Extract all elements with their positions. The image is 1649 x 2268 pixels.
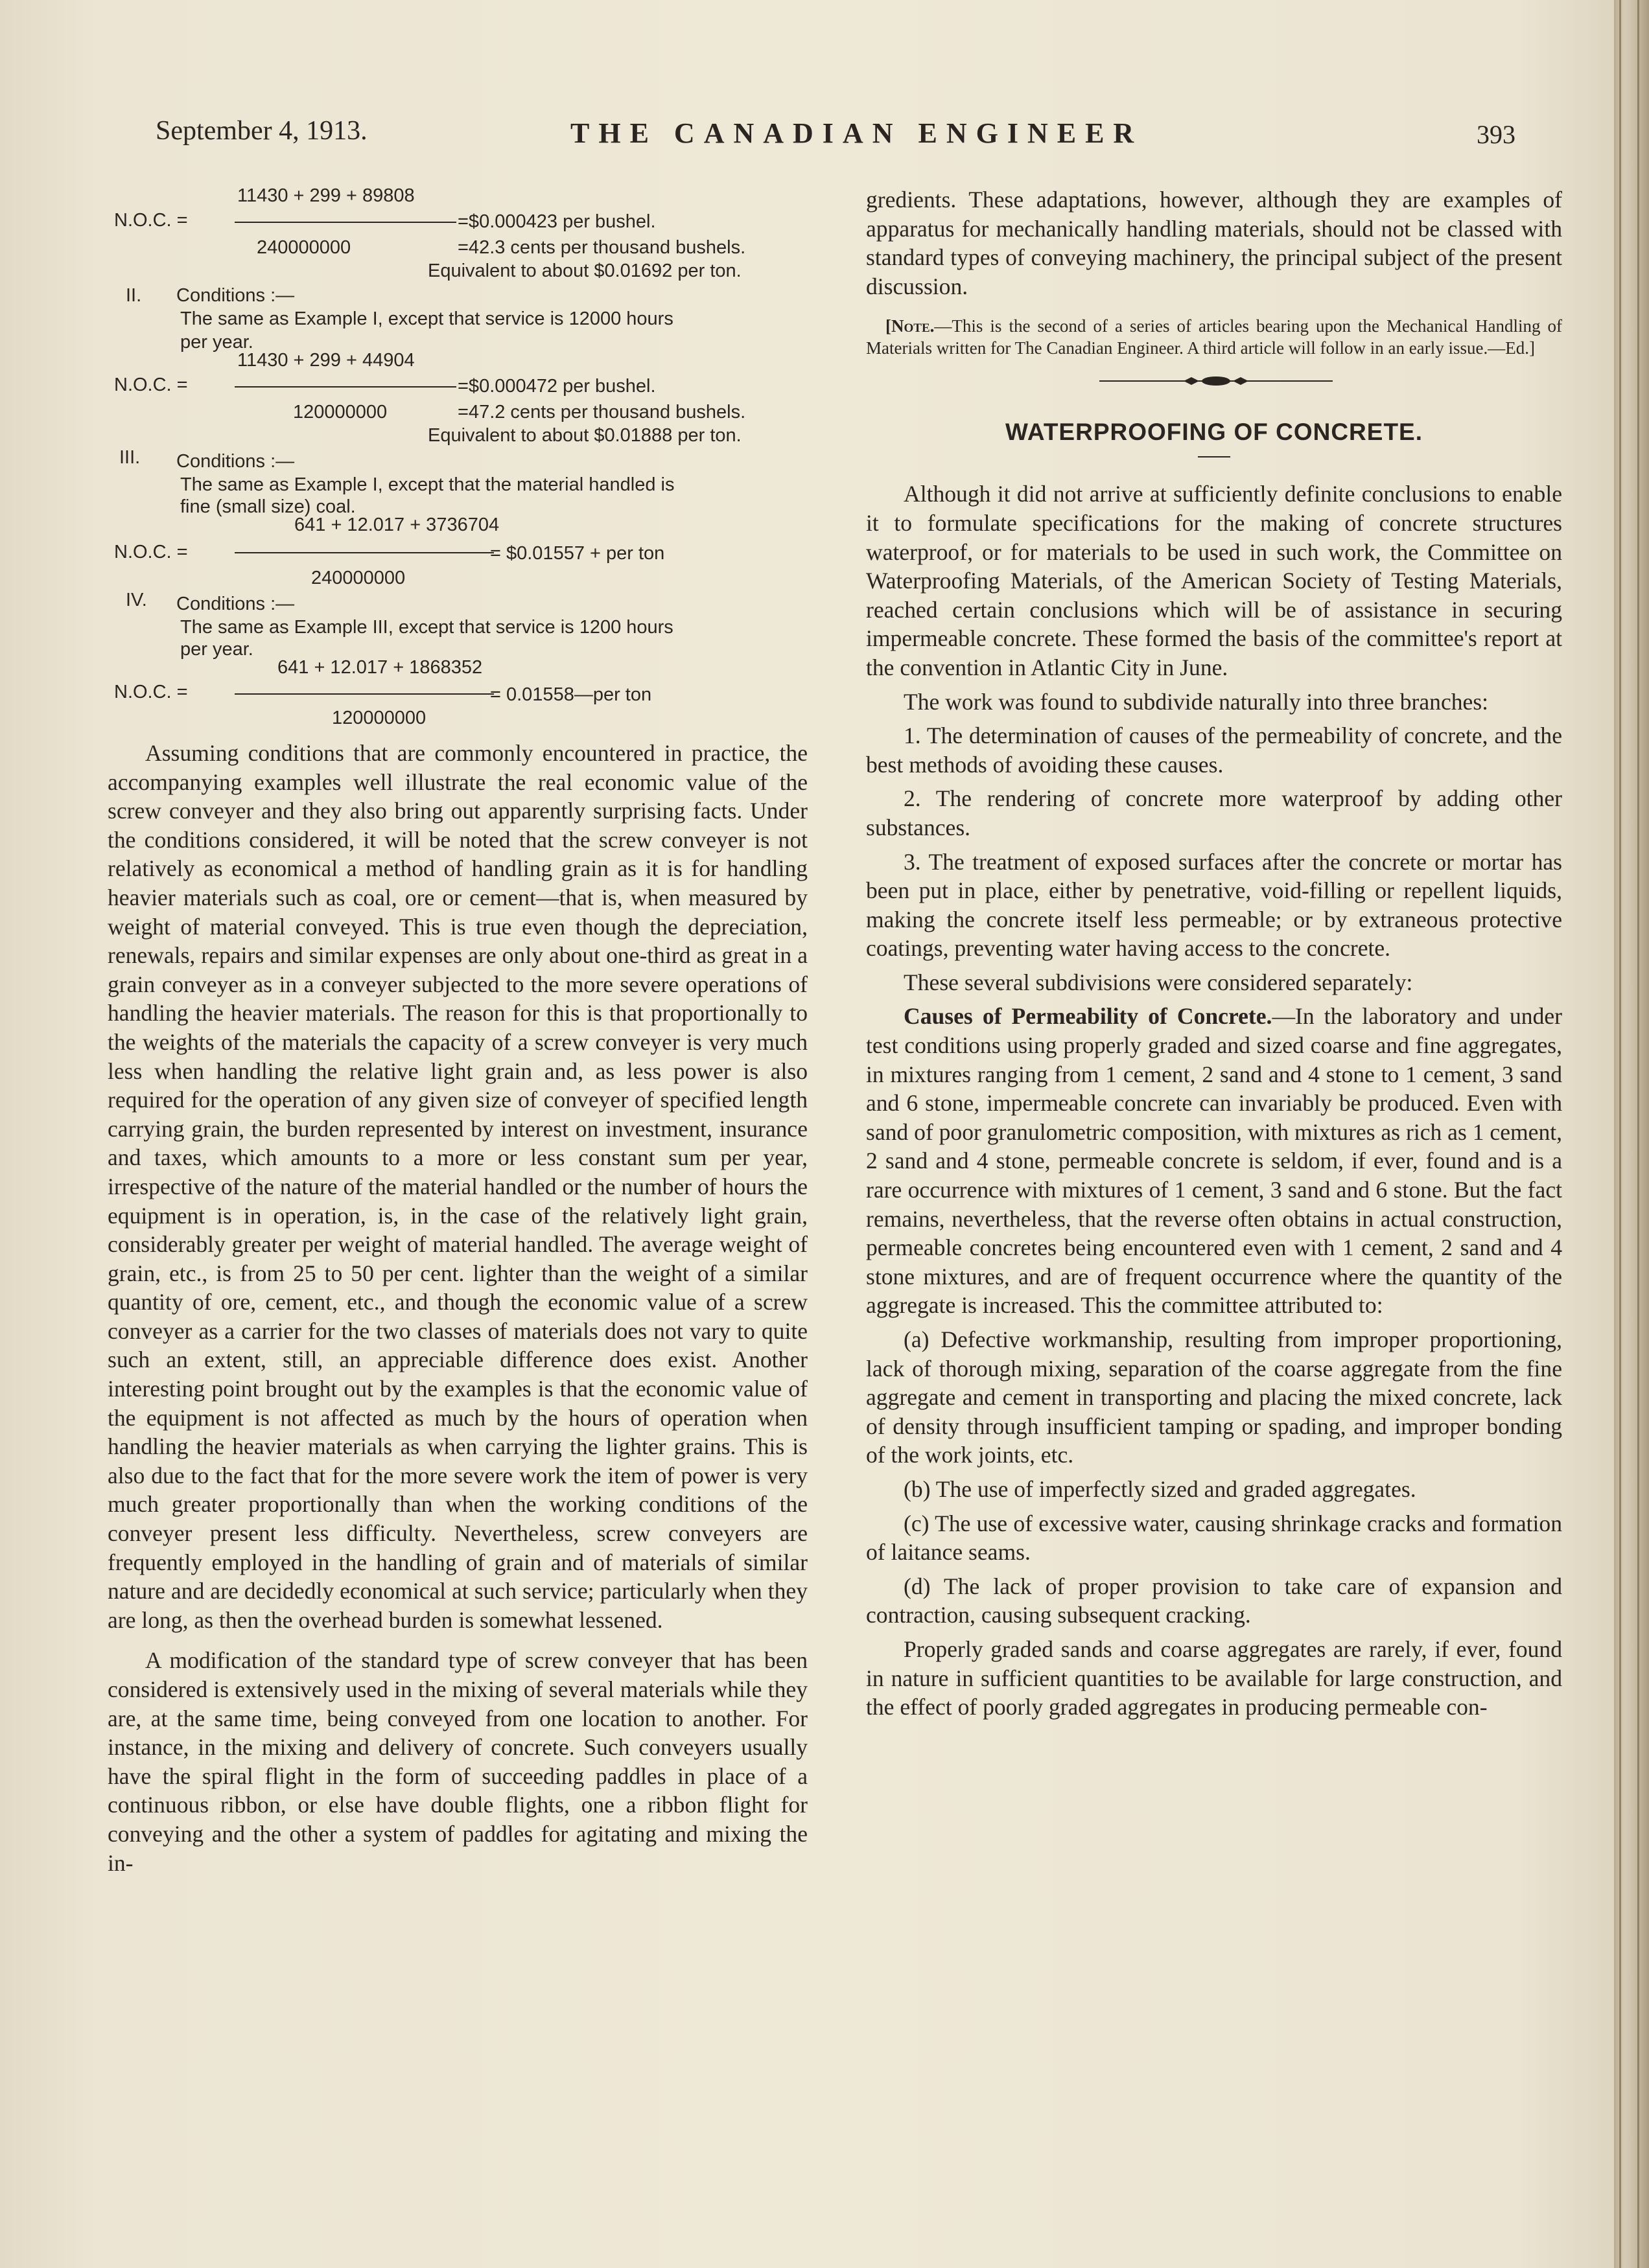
ex1-result-3: Equivalent to about $0.01692 per ton. [428,260,742,281]
ex1-numerator: 11430 + 299 + 89808 [237,185,415,206]
paragraph-branch-1: 1. The determination of causes of the permeability of concrete, and the best methods of avoiding these causes. [866,723,1562,778]
ex4-desc-2: per year. [180,639,253,660]
ex3-desc-1: The same as Example I, except that the material handled is [180,474,675,495]
item-b: (b) The use of imperfectly sized and graded aggregates. [904,1475,1416,1502]
ex3-conditions: Conditions :— [176,451,295,472]
paragraph-graded-aggregates: Properly graded sands and coarse aggregates are rarely, if ever, found in nature in sufficient quantities to be available for large construction, and the effect of poorly graded aggregates in producing permeable con- [866,1636,1562,1720]
ex2-result-3: Equivalent to about $0.01888 per ton. [428,425,742,446]
ex2-fraction-bar [235,386,456,388]
ex3-label: III. [119,447,141,468]
ex2-lhs: N.O.C. = [114,375,188,395]
causes-text: —In the laboratory and under test conditions using properly graded and sized coarse and fine aggregates, in mixtures ranging from 1 cement, 2 sand and 4 stone to 1 cement, 3 sand and 6 stone, impermeable concrete can invariably be produced. Even with sand of poor granulometric composition, with mixtures as rich as 1 cement, 2 sand and 4 stone, permeable concrete is seldom, if ever, found and is a rare occurrence with mixtures of 1 cement, 3 sand and 6 stone. But the fact remains, nevertheless, that the reverse often obtains in actual construction, permeable concretes being encountered even with 1 cement, 2 sand and 4 stone mixtures, and are of frequent occurrence where the quantity of the aggregate is increased. This the committee attributed to: [866,1003,1563,1319]
binding-edge [1614,0,1649,2268]
ex2-result-1: =$0.000472 per bushel. [458,376,656,397]
paragraph-causes [866,1002,1562,1320]
ex4-conditions: Conditions :— [176,594,295,614]
ex4-result-1: = 0.01558—per ton [490,684,652,705]
ex4-fraction-bar [235,693,494,695]
causes-runin-heading: Causes of Permeability of Concrete. [904,1003,1272,1030]
ex1-denominator: 240000000 [257,237,351,258]
ex1-fraction-bar [235,222,456,223]
ex3-fraction-bar [235,552,494,553]
section-heading: WATERPROOFING OF CONCRETE. [1005,419,1423,446]
header-page-number: 393 [1477,120,1515,149]
header-date: September 4, 1913. [156,116,368,146]
ex2-desc-2: per year. [180,332,253,353]
ex3-lhs: N.O.C. = [114,542,188,562]
ex2-desc-1: The same as Example I, except that service is 12000 hours [180,308,673,329]
header-journal-title: THE CANADIAN ENGINEER [570,117,1143,149]
editor-note [866,315,1562,359]
cost-equations [108,185,808,728]
ex4-desc-1: The same as Example III, except that service is 1200 hours [180,617,673,638]
paragraph-continuation: gredients. These adaptations, however, although they are examples of apparatus for mechanically handling materials, should not be classed with standard types of conveying machinery, the principal subject of the present discussion. [866,187,1562,299]
ex4-label: IV. [126,590,147,610]
ex2-conditions: Conditions :— [176,285,295,306]
editor-note-text: —This is the second of a series of articles bearing upon the Mechanical Handling of Materials written for The Canadian Engineer. A third article will follow in an early issue.—Ed.] [866,316,1562,358]
page-header [0,115,1614,161]
ex3-numerator: 641 + 12.017 + 3736704 [294,515,500,535]
item-a: (a) Defective workmanship, resulting from improper proportioning, lack of thorough mixing, separation of the coarse aggregate from the fine aggregate and cement in transporting and placing the mixed concrete, lack of density through insufficient tamping or spading, and improper bonding of the work joints, etc. [866,1326,1562,1468]
ex3-desc-2: fine (small size) coal. [180,496,356,517]
paragraph-branches: The work was found to subdivide naturally into three branches: [904,688,1489,715]
ex2-denominator: 120000000 [293,402,388,422]
ex1-result-1: =$0.000423 per bushel. [458,211,656,232]
ex2-result-2: =47.2 cents per thousand bushels. [458,402,746,422]
heading-rule [1198,456,1230,457]
ex4-denominator: 120000000 [332,708,427,728]
editor-note-label: [Note. [885,316,935,336]
section-ornament [866,359,1562,404]
left-column [108,185,808,1877]
ornament-rule-icon [1099,375,1333,388]
ex1-lhs: N.O.C. = [114,210,188,231]
paragraph-branch-2: 2. The rendering of concrete more waterproof by adding other substances. [866,785,1562,840]
edge-line [1637,0,1639,2268]
ex4-numerator: 641 + 12.017 + 1868352 [277,657,483,678]
item-c: (c) The use of excessive water, causing shrinkage cracks and formation of laitance seams. [866,1510,1562,1566]
ex2-numerator: 11430 + 299 + 44904 [237,350,415,371]
paragraph-branch-3: 3. The treatment of exposed surfaces after the concrete or mortar has been put in place, either by penetrative, void-filling or repellent liquids, making the concrete itself less permeable; or by extraneous protective coatings, preventing water having access to the concrete. [866,848,1562,962]
item-d: (d) The lack of proper provision to take care of expansion and contraction, causing subsequent cracking. [866,1573,1562,1628]
right-column [866,185,1562,1722]
edge-line [1619,0,1621,2268]
ex3-result-1: = $0.01557 + per ton [490,543,665,564]
ex1-result-2: =42.3 cents per thousand bushels. [458,237,746,258]
paragraph-intro: Although it did not arrive at sufficiently definite conclusions to enable it to formulate specifications for the making of concrete structures waterproof, or for materials to be used in such work, the Committee on Waterproofing Materials, of the American Society of Testing Materials, reached certain conclusions which will be of assistance in securing impermeable concrete. These formed the basis of the committee's report at the convention in Atlantic City in June. [866,481,1562,680]
ex2-label: II. [126,285,142,306]
paragraph-economic-value: Assuming conditions that are commonly encountered in practice, the accompanying examples well illustrate the real economic value of the screw conveyer and they also bring out apparently surprising facts. Under the conditions considered, it will be noted that the screw conveyer is not relatively as economical a method of handling grain as it is for handling heavier materials such as coal, ore or cement—that is, when measured by weight of material conveyed. This is true even though the depreciation, renewals, repairs and similar expenses are only about one-third as great in a grain conveyer as in a conveyer subjected to the more severe operations of handling the heavier materials. The reason for this is that proportionally to the weights of the materials the capacity of a screw conveyer is very much less when handling the relative light grain and, as less power is also required for the operation of any given size of conveyer of specified length carrying grain, the burden represented by interest on investment, insurance and taxes, which amounts to a more or less constant sum per year, irrespective of the nature of the material handled or the number of hours the equipment is in operation, is, in the case of the relatively light grain, considerably greater per weight of material handled. The average weight of grain, etc., is from 25 to 50 per cent. lighter than the weight of a similar quantity of ore, cement, etc., and though the economic value of a screw conveyer as a carrier for the two classes of materials does not vary to quite such an extent, still, an appreciable difference does exist. Another interesting point brought out by the examples is that the economic value of the equipment is not affected as much by the hours of operation when handling the heavier materials as when carrying the lighter grains. This is also due to the fact that for the more severe work the item of power is very much greater proportionally than when the working conditions of the conveyer present less difficulty. Nevertheless, screw conveyers are frequently employed in the handling of grain and of materials of similar nature and are decidedly economical at such service; particularly when they are long, as then the overhead burden is somewhat lessened. [108,740,808,1633]
paragraph-mixing-conveyer: A modification of the standard type of screw conveyer that has been considered is extensively used in the mixing of several materials while they are, at the same time, being conveyed from one location to another. For instance, in the mixing and delivery of concrete. Such conveyers usually have the spiral flight in the form of succeeding paddles in place of a continuous ribbon, or else have double flights, one a ribbon flight for conveying and the other a system of paddles for agitating and mixing the in- [108,1647,808,1876]
ex3-denominator: 240000000 [311,568,406,588]
ex4-lhs: N.O.C. = [114,682,188,702]
paragraph-subdivisions: These several subdivisions were considered separately: [904,969,1413,995]
